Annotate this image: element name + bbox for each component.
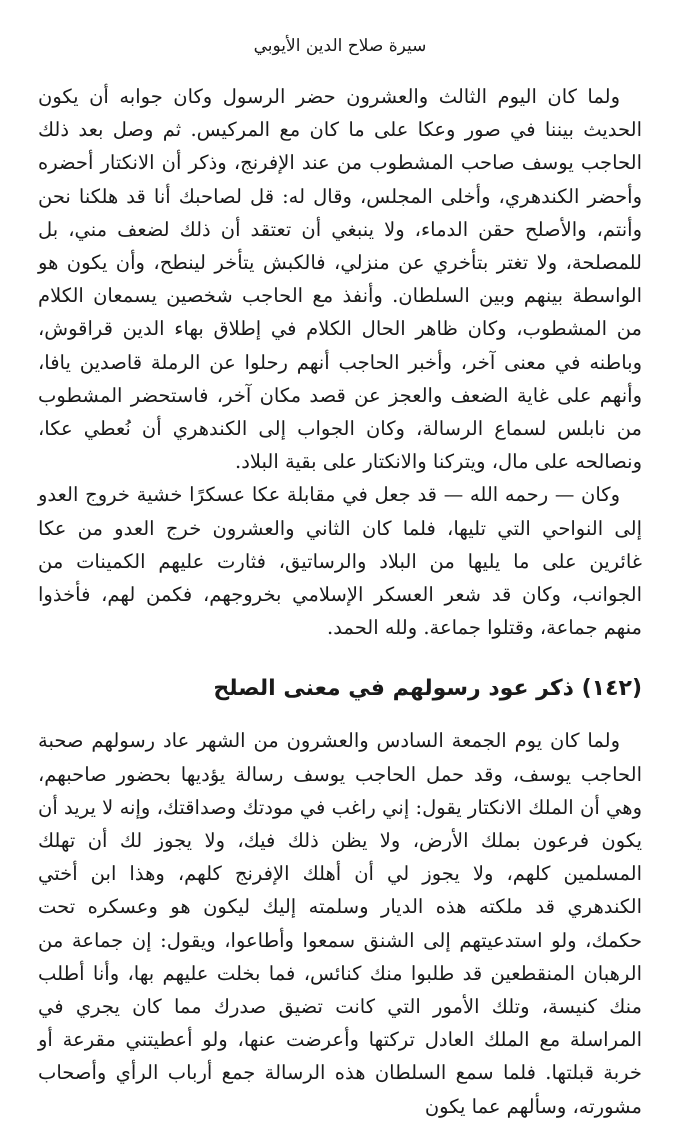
top-text-block <box>38 80 642 644</box>
paragraph: ولما كان يوم الجمعة السادس والعشرون من الشهر عاد رسولهم صحبة الحاجب يوسف، وقد حمل الحاجب يوسف رسالة يؤديها بحضور صاحبهم، وهي أن الملك الانكتار يقول: إني راغب في مودتك وصداقتك، وإنه لا يريد أن يكون فرعون بملك الأرض، ولا يظن ذلك فيك، ولا يجوز لك أن تهلك المسلمين كلهم، ولا يجوز لي أن أهلك الإفرنج كلهم، وهذا ابن أختي الكندهري قد ملكته هذه الديار وسلمته إليك ليكون هو وعسكره تحت حكمك، ولو استدعيتهم إلى الشنق سمعوا وأطاعوا، ويقول: إن جماعة من الرهبان المنقطعين قد طلبوا منك كنائس، فما بخلت عليهم بها، وأنا أطلب منك كنيسة، وتلك الأمور التي كانت تضيق صدرك مما كان يجري في المراسلة مع الملك العادل تركتها وأعرضت عنها، ولو أعطيتني مقرعة أو خربة قبلتها. فلما سمع السلطان هذه الرسالة جمع أرباب الرأي وأصحاب مشورته، وسألهم عما يكون <box>38 729 642 1118</box>
running-head: سيرة صلاح الدين الأيوبي <box>253 36 427 56</box>
bottom-text-block <box>38 724 642 1122</box>
paragraph: ولما كان اليوم الثالث والعشرون حضر الرسول وكان جوابه أن يكون الحديث بيننا في صور وعكا على ما كان مع المركيس. ثم وصل بعد ذلك الحاجب يوسف صاحب المشطوب من عند الإفرنج، وذكر أن الانكتار أحضره وأحضر الكندهري، وأخلى المجلس، وقال له: قل لصاحبك أنا قد هلكنا نحن وأنتم، والأصلح حقن الدماء، ولا ينبغي أن تعتقد أن ذلك لضعف مني، بل للمصلحة، ولا تغتر بتأخري عن منزلي، فالكبش يتأخر لينطح، وأن يكون هو الواسطة بينهم وبين السلطان. وأنفذ مع الحاجب شخصين يسمعان الكلام من المشطوب، وكان ظاهر الحال الكلام في إطلاق بهاء الدين قراقوش، وباطنه في معنى آخر، وأخبر الحاجب أنهم رحلوا عن الرملة قاصدين يافا، وأنهم على غاية الضعف والعجز عن قصد مكان آخر، فاستحضر المشطوب من نابلس لسماع الرسالة، وكان الجواب إلى الكندهري أن نُعطي عكا، ونصالحه على مال، ويتركنا والانكتار على بقية البلاد. <box>38 85 642 474</box>
section-heading: (١٤٢) ذكر عود رسولهم في معنى الصلح <box>213 676 642 702</box>
paragraph: وكان — رحمه الله — قد جعل في مقابلة عكا عسكرًا خشية خروج العدو إلى النواحي التي تليها، فلما كان الثاني والعشرون خرج العدو من عكا غائرين على ما يليها من البلاد والرساتيق، فثارت عليهم الكمينات من الجوانب، وكان قد شعر العسكر الإسلامي بخروجهم، فكمن لهم، فأخذوا منهم جماعة، وقتلوا جماعة. ولله الحمد. <box>38 483 642 640</box>
